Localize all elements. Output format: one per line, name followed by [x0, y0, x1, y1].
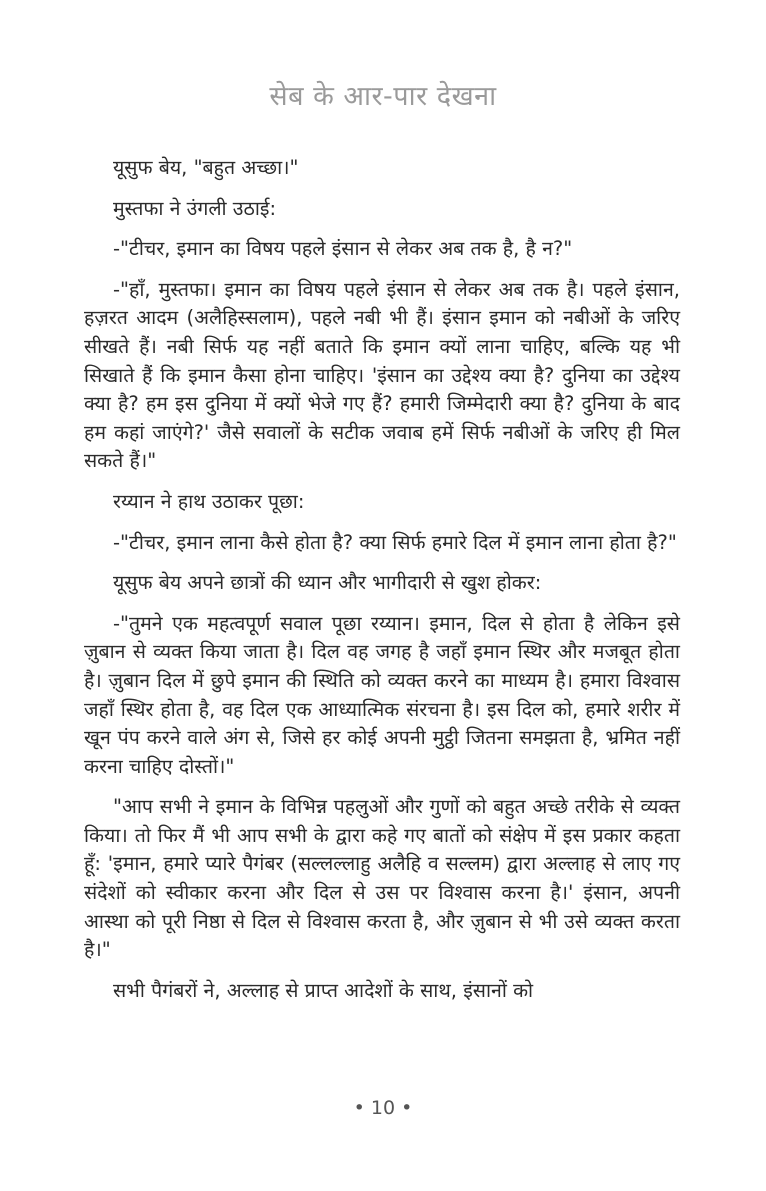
paragraph: -"टीचर, इमान लाना कैसे होता है? क्या सिर्फ हमारे दिल में इमान लाना होता है?" — [113, 530, 677, 554]
paragraph: -"तुमने एक महत्वपूर्ण सवाल पूछा रय्यान। इमान, दिल से होता है लेकिन इसे ज़ुबान से व्यक्त किया जाता है। दिल वह जगह है जहाँ इमान स्थिर और मजबूत होता है। ज़ुबान दिल में छुपे इमान की स्थिति को व्यक्त करने का माध्यम है। हमारा विश्वास जहाँ स्थिर होता है, वह दिल एक आध्यात्मिक संरचना है। इस दिल को, हमारे शरीर में खून पंप करने वाले अंग से, जिसे हर कोई अपनी मुट्ठी जितना समझता है, भ्रमित नहीं करना चाहिए दोस्तों।" — [84, 611, 680, 778]
page-number: • 10 • — [353, 1097, 413, 1119]
paragraph: मुस्तफा ने उंगली उठाई: — [113, 196, 277, 220]
paragraph: -"हाँ, मुस्तफा। इमान का विषय पहले इंसान से लेकर अब तक है। पहले इंसान, हज़रत आदम (अलैहिस्सलाम), पहले नबी भी हैं। इंसान इमान को नबीओं के जरिए सीखते हैं। नबी सिर्फ यह नहीं बताते कि इमान क्यों लाना चाहिए, बल्कि यह भी सिखाते हैं कि इमान कैसा होना चाहिए। 'इंसान का उद्देश्य क्या है? दुनिया का उद्देश्य क्या है? हम इस दुनिया में क्यों भेजे गए हैं? हमारी जिम्मेदारी क्या है? दुनिया के बाद हम कहां जाएंगे?' जैसे सवालों के सटीक जवाब हमें सिर्फ नबीओं के जरिए ही मिल सकते हैं।" — [84, 277, 680, 473]
paragraph: "आप सभी ने इमान के विभिन्न पहलुओं और गुणों को बहुत अच्छे तरीके से व्यक्त किया। तो फिर मैं भी आप सभी के द्वारा कहे गए बातों को संक्षेप में इस प्रकार कहता हूँ: 'इमान, हमारे प्यारे पैगंबर (सल्लल्लाहु अलैहि व सल्लम) द्वारा अल्लाह से लाए गए संदेशों को स्वीकार करना और दिल से उस पर विश्वास करना है।' इंसान, अपनी आस्था को पूरी निष्ठा से दिल से विश्वास करता है, और ज़ुबान से भी उसे व्यक्त करता है।" — [84, 795, 680, 962]
paragraph: यूसुफ बेय अपने छात्रों की ध्यान और भागीदारी से खुश होकर: — [113, 571, 542, 595]
paragraph: रय्यान ने हाथ उठाकर पूछा: — [113, 489, 305, 513]
paragraph: यूसुफ बेय, "बहुत अच्छा।" — [113, 156, 299, 179]
body-text — [84, 154, 680, 1017]
running-header-title: सेब के आर-पार देखना — [269, 81, 497, 112]
paragraph: सभी पैगंबरों ने, अल्लाह से प्राप्त आदेशों के साथ, इंसानों को — [113, 978, 534, 1002]
paragraph: -"टीचर, इमान का विषय पहले इंसान से लेकर अब तक है, है न?" — [113, 237, 573, 261]
